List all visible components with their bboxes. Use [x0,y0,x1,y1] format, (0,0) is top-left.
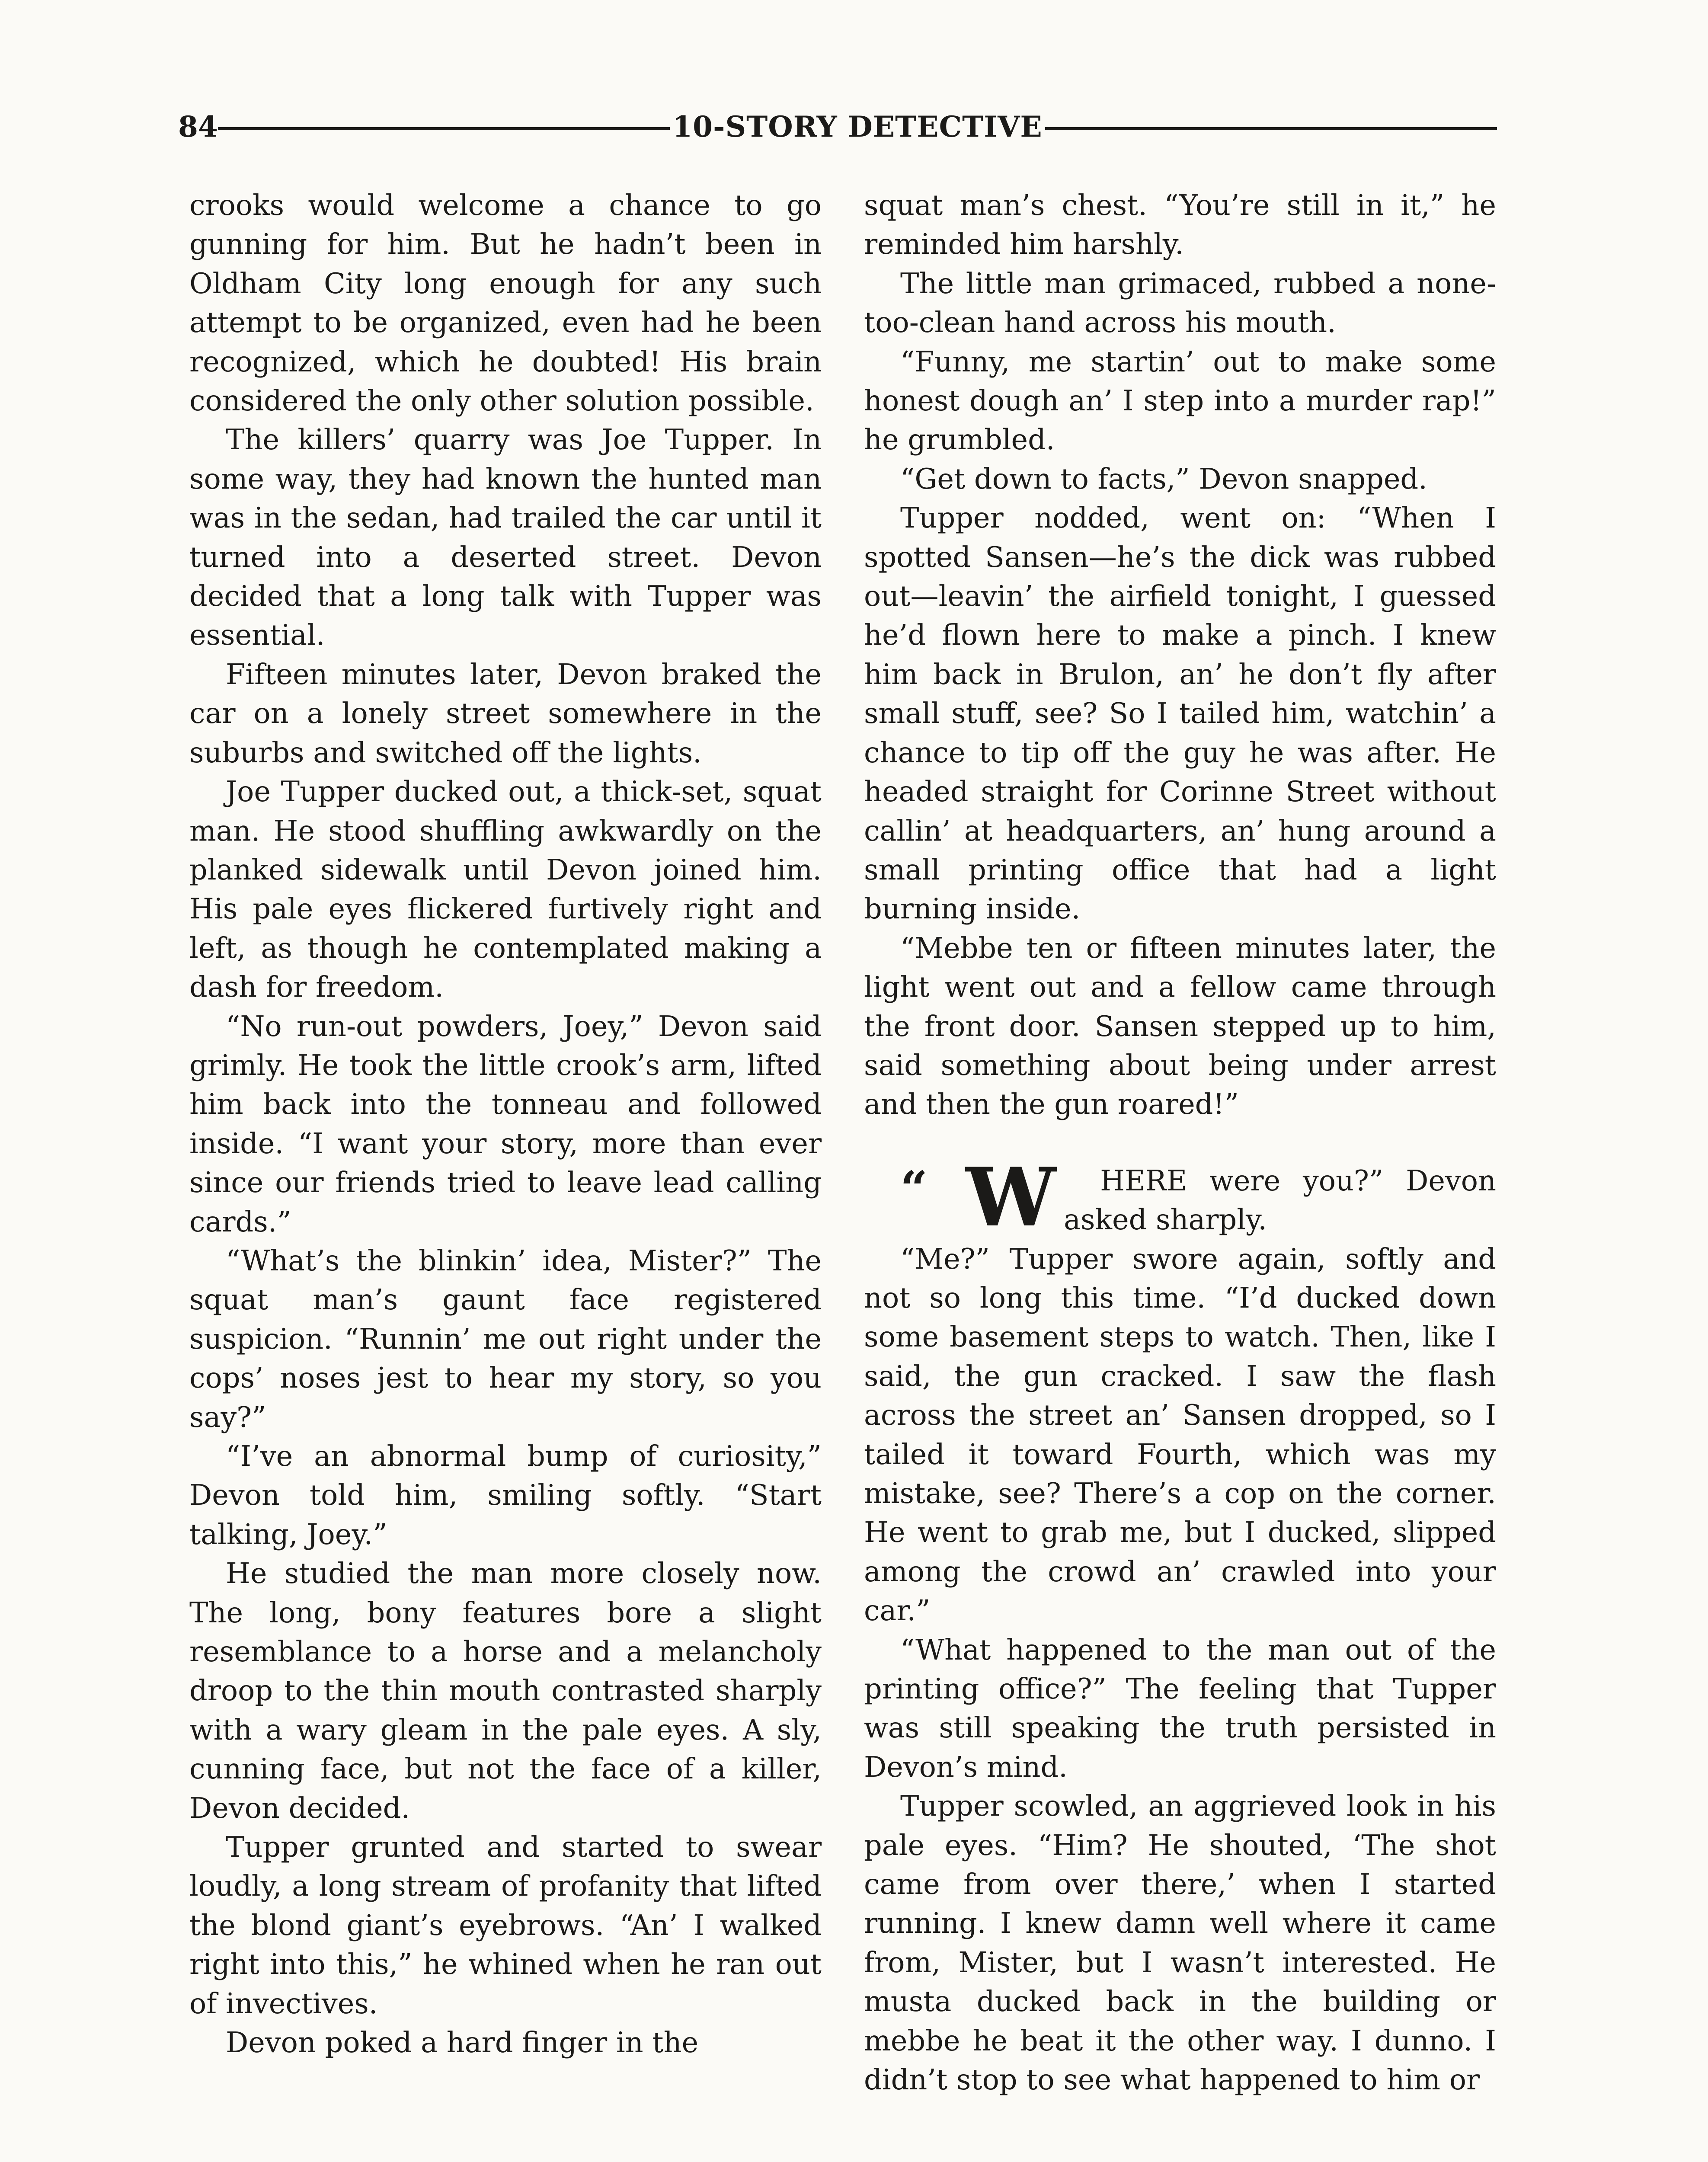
drop-cap-paragraph [864,1149,1496,1244]
page-header [178,107,1497,146]
paragraph: The little man grimaced, rubbed a none-too-clean hand across his mouth. [864,267,1496,339]
paragraph: “Mebbe ten or fifteen minutes later, the light went out and a fellow came through the front door. Sansen stepped up to him, said something about being under arrest and then the gun roared!” [864,931,1496,1121]
drop-cap [864,1149,1056,1244]
paragraph: Fifteen minutes later, Devon braked the car on a lonely street somewhere in the suburbs and switched off the lights. [189,658,822,769]
paragraph: Tupper scowled, an aggrieved look in his pale eyes. “Him? He shouted, ‘The shot came from over there,’ when I started running. I knew damn well where it came from, Mister, but I wasn’t interested. He musta ducked back in the building or mebbe he beat it the other way. I dunno. I didn’t stop to see what happened to him or [864,1790,1496,2097]
left-column [189,186,822,2063]
paragraph: “Me?” Tupper swore again, softly and not so long this time. “I’d ducked down some basement steps to watch. Then, like I said, the gun cracked. I saw the flash across the street an’ Sansen dropped, so I tailed it toward Fourth, which was my mistake, see? There’s a cop on the corner. He went to grab me, but I ducked, slipped among the crowd an’ crawled into your car.” [864,1242,1496,1628]
drop-cap-letter: W [966,1149,1056,1244]
paragraph: “No run-out powders, Joey,” Devon said grimly. He took the little crook’s arm, lifted him back into the tonneau and followed inside. “I want your story, more than ever since our friends tried to leave lead calling cards.” [189,1010,822,1238]
right-column [864,186,1496,2100]
section-break [864,1124,1496,1161]
header-rule-right [1045,127,1497,130]
paragraph: squat man’s chest. “You’re still in it,” he reminded him harshly. [864,189,1496,261]
paragraph: Devon poked a hard finger in the [226,2026,699,2060]
paragraph: “Get down to facts,” Devon snapped. [900,462,1427,496]
paragraph: Tupper nodded, went on: “When I spotted Sansen—he’s the dick was rubbed out—leavin’ the airfield tonight, I guessed he’d flown here to make a pinch. I knew him back in Brulon, an’ he don’t fly after small stuff, see? So I tailed him, watchin’ a chance to tip off the guy he was after. He headed straight for Corinne Street without callin’ at headquarters, an’ hung around a small printing office that had a light burning inside. [864,502,1496,926]
page-number: 84 [178,110,218,144]
header-rule-left [218,127,670,130]
paragraph: crooks would welcome a chance to go gunning for him. But he hadn’t been in Oldham City long enough for any such attempt to be organized, even had he been recognized, which he doubted! His brain considered the only other solution possible. [189,189,822,418]
paragraph: “Funny, me startin’ out to make some honest dough an’ I step into a murder rap!” he grumbled. [864,345,1496,457]
magazine-title: 10-STORY DETECTIVE [672,110,1043,144]
drop-cap-paragraph-text: HERE were you?” Devon asked sharply. [1064,1164,1496,1237]
paragraph: Joe Tupper ducked out, a thick-set, squat man. He stood shuffling awkwardly on the planked sidewalk until Devon joined him. His pale eyes flickered furtively right and left, as though he contemplated making a dash for freedom. [189,775,822,1004]
drop-cap-quote: “ [900,1160,928,1216]
paragraph: “What’s the blinkin’ idea, Mister?” The squat man’s gaunt face registered suspicion. “Runnin’ me out right under the cops’ noses jest to hear my story, so you say?” [189,1244,822,1434]
paragraph: He studied the man more closely now. The long, bony features bore a slight resemblance to a horse and a melancholy droop to the thin mouth contrasted sharply with a wary gleam in the pale eyes. A sly, cunning face, but not the face of a killer, Devon decided. [189,1557,822,1825]
paragraph: The killers’ quarry was Joe Tupper. In some way, they had known the hunted man was in the sedan, had trailed the car until it turned into a deserted street. Devon decided that a long talk with Tupper was essential. [189,423,822,652]
paragraph: Tupper grunted and started to swear loudly, a long stream of profanity that lifted the blond giant’s eyebrows. “An’ I walked right into this,” he whined when he ran out of invectives. [189,1831,822,2020]
paragraph: “What happened to the man out of the printing office?” The feeling that Tupper was still speaking the truth persisted in Devon’s mind. [864,1633,1496,1784]
paragraph: “I’ve an abnormal bump of curiosity,” Devon told him, smiling softly. “Start talking, Joey.” [189,1440,822,1551]
